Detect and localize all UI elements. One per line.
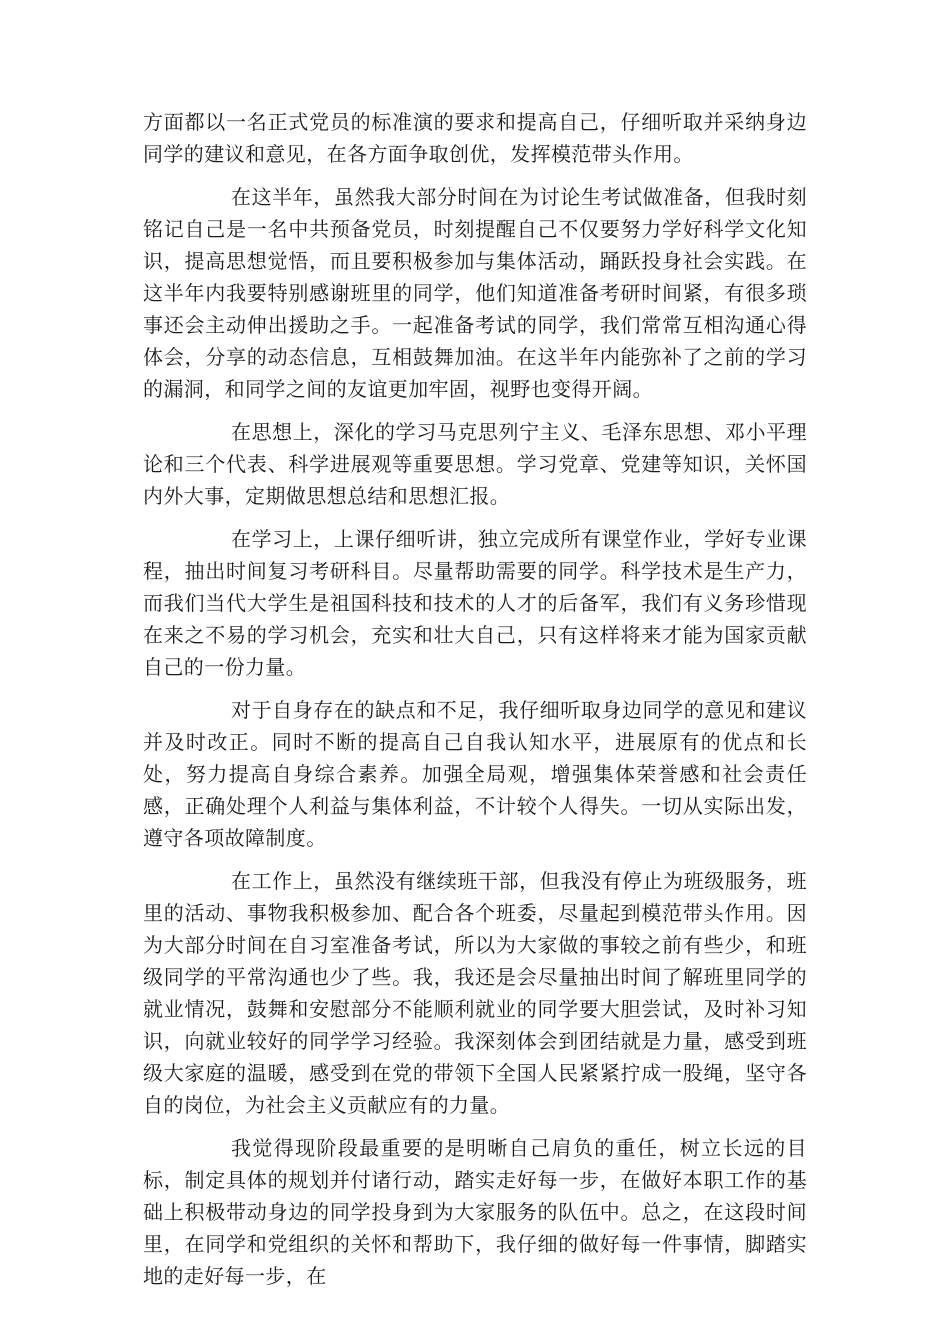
paragraph-2: 在这半年，虽然我大部分时间在为讨论生考试做准备，但我时刻铭记自己是一名中共预备党员，时刻提醒自己不仅要努力学好科学文化知识，提高思想觉悟，而且要积极参加与集体活动，踊跃投身社会实践。在这半年内我要特别感谢班里的同学，他们知道准备考研时间紧，有很多琐事还会主动伸出援助之手。一起准备考试的同学，我们常常互相沟通心得体会，分享的动态信息，互相鼓舞加油。在这半年内能弥补了之前的学习的漏洞，和同学之间的友谊更加牢固，视野也变得开阔。 <box>143 185 807 401</box>
paragraph-5: 对于自身存在的缺点和不足，我仔细听取身边同学的意见和建议并及时改正。同时不断的提高自己自我认知水平，进展原有的优点和长处，努力提高自身综合素养。加强全局观，增强集体荣誉感和社会责任感，正确处理个人利益与集体利益，不计较个人得失。一切从实际出发，遵守各项故障制度。 <box>143 698 807 850</box>
paragraph-6: 在工作上，虽然没有继续班干部，但我没有停止为班级服务，班里的活动、事物我积极参加、配合各个班委，尽量起到模范带头作用。因为大部分时间在自习室准备考试，所以为大家做的事较之前有些少，和班级同学的平常沟通也少了些。我，我还是会尽量抽出时间了解班里同学的就业情况，鼓舞和安慰部分不能顺利就业的同学要大胆尝试，及时补习知识，向就业较好的同学学习经验。我深刻体会到团结就是力量，感受到班级大家庭的温暖，感受到在党的带领下全国人民紧紧拧成一股绳，坚守各自的岗位，为社会主义贡献应有的力量。 <box>143 869 807 1117</box>
paragraph-3: 在思想上，深化的学习马克思列宁主义、毛泽东思想、邓小平理论和三个代表、科学进展观等重要思想。学习党章、党建等知识，关怀国内外大事，定期做思想总结和思想汇报。 <box>143 420 807 508</box>
paragraph-7: 我觉得现阶段最重要的是明晰自己肩负的重任，树立长远的目标，制定具体的规划并付诸行动，踏实走好每一步，在做好本职工作的基础上积极带动身边的同学投身到为大家服务的队伍中。总之，在这段时间里，在同学和党组织的关怀和帮助下，我仔细的做好每一件事情，脚踏实地的走好每一步，在 <box>143 1136 807 1288</box>
paragraph-1: 方面都以一名正式党员的标准演的要求和提高自己，仔细听取并采纳身边同学的建议和意见，在各方面争取创优，发挥模范带头作用。 <box>143 110 807 166</box>
paragraph-4: 在学习上，上课仔细听讲，独立完成所有课堂作业，学好专业课程，抽出时间复习考研科目。尽量帮助需要的同学。科学技术是生产力，而我们当代大学生是祖国科技和技术的人才的后备军，我们有义务珍惜现在来之不易的学习机会，充实和壮大自己，只有这样将来才能为国家贡献自己的一份力量。 <box>143 527 807 679</box>
document-body <box>143 106 807 1292</box>
